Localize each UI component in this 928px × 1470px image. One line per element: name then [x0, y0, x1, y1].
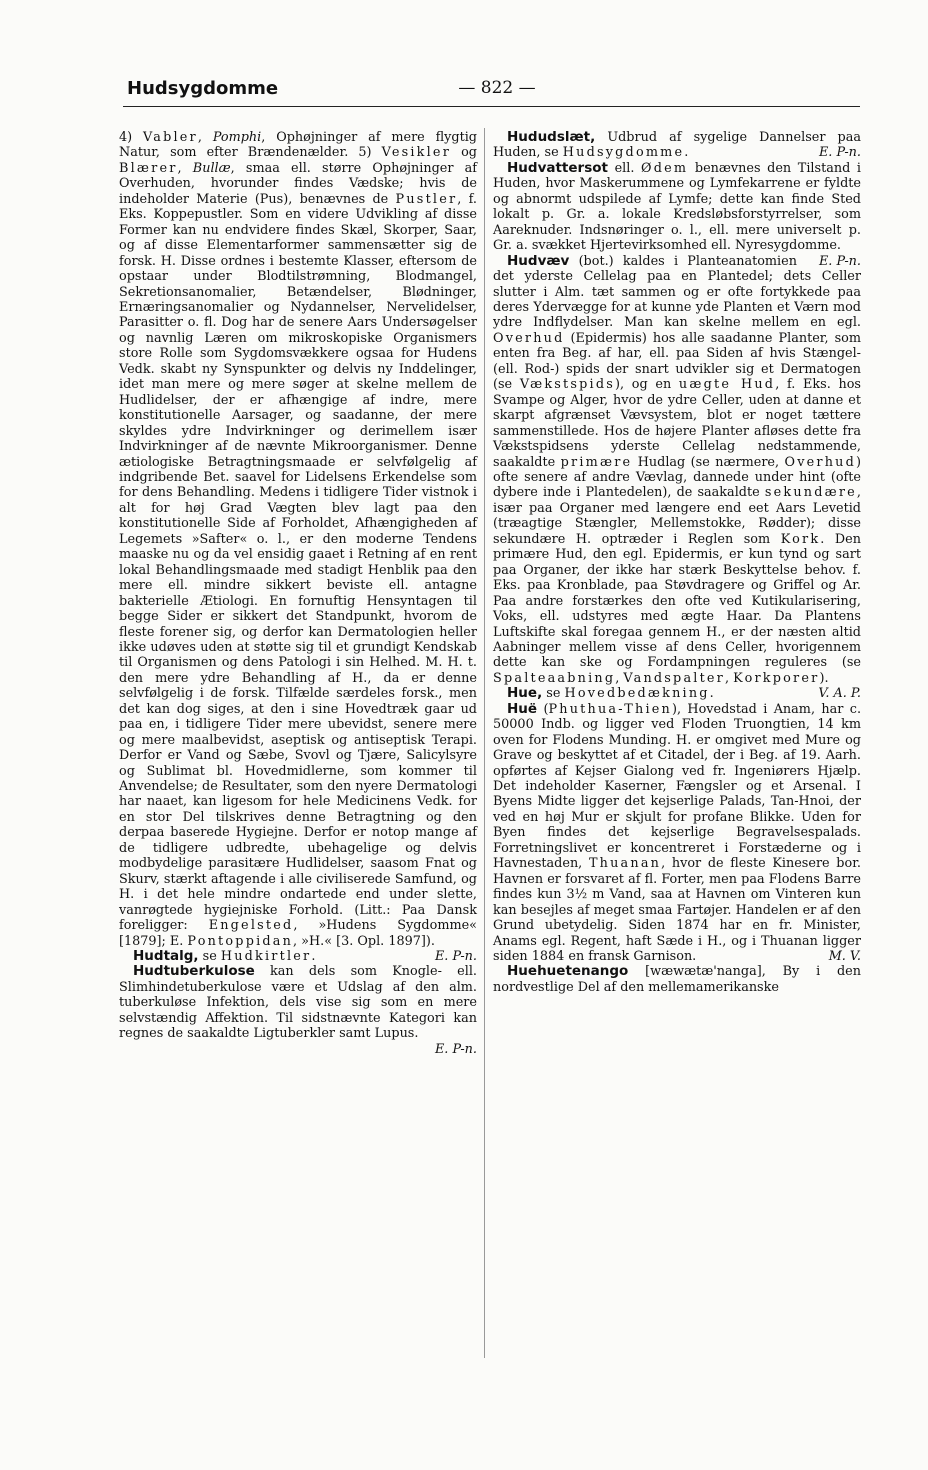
entry-hue-city	[493, 702, 861, 965]
entry-headword: Hudvattersot	[507, 159, 608, 176]
entry-hudtuberkulose	[119, 963, 477, 1057]
entry-text: ,	[725, 670, 734, 686]
entry-text: ell.	[607, 160, 642, 176]
entry-text: , »Hudens Sygdomme« [1879]; E.	[119, 918, 477, 949]
page-header	[127, 74, 860, 104]
entry-text: (	[537, 701, 549, 717]
entry-text: , Ophøjninger af mere flygtig Natur, som efter Brændenælder. 5)	[119, 130, 477, 161]
spaced-term: Ødem	[641, 160, 689, 176]
entry-text: ), og en	[615, 377, 679, 393]
spaced-term: uægte Hud	[678, 377, 776, 393]
entry-text: benævnes den Tilstand i Huden, hvor Maskerummene og Lymfekarrene er fyldte og abnormt udspilede af Lymfe; dette kan finde Sted lokalt p. Gr. a. lokale Kredsløbsforstyrrelser, som Aareknuder. Indsnøringer o. l., ell. mere universelt p. Gr. a. svækket Hjertevirksomhed ell. Nyresygdomme.	[493, 160, 861, 254]
spaced-term: Thuanan	[588, 856, 662, 872]
spaced-term: Hovedbedækning	[564, 686, 710, 702]
author-signature: E. P-n.	[434, 1041, 477, 1057]
entry-text: Udbrud af sygelige Dannelser paa Huden, se	[493, 130, 861, 161]
entry-text: , f. Eks. hos Svampe og Alger, hvor de ydre Celler, uden at danne et skarpt afgrænset Vævsystem, blot er noget tættere sammenstillede. Hos de højere Planter afløses dette fra Vækstspidsens yderste Cellelag nedstammende, saakaldte	[493, 377, 861, 470]
spaced-term: Korkporer	[733, 670, 820, 686]
entry-text: , f. Eks. Koppepustler. Som en videre Udvikling af disse Former kan nu endvidere findes Skæl, Skorper, Saar, og af disse Elementarformer sammensætter sig de forsk. H. Disse ordnes i bestemte Klasser, eftersom de opstaar under Blodtilstrømning, Blodmangel, Sekretionsanomalier, Betændelser, Blødninger, Ernæringsanomalier og Nydannelser, Nervelidelser, Parasitter o. fl. Dog har de senere Aars Undersøgelser og navnlig Læren om mikroskopiske Organismers store Rolle som Sygdomsvækkere ogsaa for Hudens Vedk. skabt ny Synspunkter og delvis ny Inddelinger, idet man mere og mere søger at skelne mellem de Hudlidelser, der er afhængige af indre, mere konstitutionelle Aarsager, og saadanne, der mere skyldes ydre Indvirkninger og derimellem især Indvirkninger af de nævnte Mikroorganismer. Denne ætiologiske Betragtningsmaade er selvfølgelig af indgribende Bet. saavel for Lidelsens Erkendelse som for dens Behandling. Medens i tidligere Tider vistnok i alt for høj Grad Vægten blev lagt paa den konstitutionelle Side af Forholdet, Afhængigheden af Legemets »Safter« o. l., er den moderne Tendens maaske nu og da vel ensidig gaaet i Retning af en rent lokal Behandlingsmaade med stadigt Henblik paa den mere ell. mindre sikkert beviste ell. antagne bakterielle Ætiologi. En fornuftig Hensyntagen til begge Sider er sikkert det Standpunkt, hvorom de fleste forener sig, og derfor kan Dermatologien heller ikke udøves uden at støtte sig til et grundigt Kendskab til Organismen og dens Patologi i sin Helhed. M. H. t. den mere ydre Behandling af H., da er denne selvfølgelig i de forsk. Tilfælde særdeles forsk., men det kan dog siges, at den i sine Hovedtræk gaar ud paa en, i tidligere Tider mere ubevidst, senere mere og mere maalbevidst, aseptisk og antiseptisk Terapi. Derfor er Vand og Sæbe, Svovl og Tjære, Salicylsyre og Sublimat bl. Hovedmidlerne, som kommer til Anvendelse; de Resultater, som den nyere Dermatologi har naaet, kan ligesom for hele Medicinens Vedk. for en stor Del tilskrives denne Betragtning og den derpaa baserede Hygiejne. Derfor er notop mange af de tidligere udbredte, ubehagelige og delvis modbydelige parasitære Hudlidelser, saasom Fnat og Skurv, stærkt aftagende i alle civiliserede Samfund, og H. i det hele mindre ondartede end under slette, vanrøgtede hygiejniske Forhold. (Litt.: Paa Dansk foreligger:	[119, 191, 477, 934]
entry-headword: Hudvæv	[507, 252, 570, 269]
spaced-term: Engelsted	[208, 918, 294, 934]
author-signature: M. V.	[828, 949, 861, 965]
entry-text: [wæwætæ'nanga], By i den nordvestlige Del af den mellemamerikanske	[493, 964, 861, 995]
entry-text: og	[451, 145, 477, 161]
entry-text: ,	[177, 160, 193, 176]
spaced-term: Kork	[780, 531, 821, 547]
right-column	[493, 130, 861, 995]
spaced-term: Phuthua-Thien	[548, 701, 672, 717]
spaced-term: Vesikler	[381, 145, 452, 161]
entry-text: (Epidermis) hos alle saadanne Planter, som enten fra Beg. af har, ell. paa Siden af hvis Stængel- (ell. Rod-) spids der snart udvikler sig et Dermatogen (se	[493, 330, 861, 393]
spaced-term: Spalteaabning	[493, 670, 616, 686]
entry-hududslaet	[493, 130, 861, 161]
entry-text: .	[684, 145, 689, 161]
author-signature: E. P-n.	[818, 253, 861, 269]
column-divider	[484, 128, 485, 1358]
entry-text: se	[542, 686, 565, 702]
entry-text: .	[311, 949, 316, 965]
spaced-term: Vabler	[143, 130, 198, 145]
entry-text: 4)	[119, 130, 143, 145]
author-signature: E. P-n.	[818, 145, 861, 161]
entry-text: se	[198, 949, 221, 965]
running-headword: Hudsygdomme	[127, 78, 279, 99]
entry-text: , »H.« [3. Opl. 1897]).	[293, 933, 435, 949]
entry-headword: Hue,	[507, 685, 543, 702]
entry-text: kan dels som Knogle- ell. Slimhindetuberkulose være et Udslag af den alm. tuberkuløse Infektion, dels vise sig som en mere selvstændig Affektion. Til sidstnævnte Kategori kan regnes de saakaldte Ligtuberkler samt Lupus.	[119, 964, 477, 1042]
entry-text: , hvor de fleste Kinesere bor. Havnen er forsvaret af fl. Forter, men paa Flodens Barre findes kun 3½ m Vand, saa at Havnen om Vinteren kun kan besejles af meget smaa Fartøjer. Handelen er af den Grund ubetydelig. Siden 1874 har en fr. Minister, Anams egl. Regent, haft Sæde i H., og i Thuanan ligger siden 1884 en fransk Garnison.	[493, 856, 861, 965]
entry-text: ) ofte senere af andre Vævlag, dannede under hint (ofte dybere inde i Plantedelen), de saakaldte	[493, 454, 861, 501]
entry-text: .	[709, 686, 714, 702]
entry-text: ,	[197, 130, 213, 145]
spaced-term: sekundære	[764, 485, 857, 501]
entry-headword: Hudtuberkulose	[133, 963, 255, 980]
header-rule	[123, 106, 860, 107]
entry-text: ,	[615, 670, 624, 686]
entry-huehuetenango	[493, 964, 861, 995]
spaced-term: Overhud	[784, 454, 856, 470]
entry-headword: Huehuetenango	[507, 963, 629, 980]
entry-headword: Hudtalg,	[133, 948, 199, 965]
spaced-term: Pontoppidan	[187, 933, 294, 949]
entry-text: Hudlag (se nærmere,	[632, 454, 785, 470]
italic-term: Bullæ	[192, 160, 231, 176]
spaced-term: Hudkirtler	[220, 949, 312, 965]
entry-text: ).	[819, 670, 829, 686]
entry-text: , smaa ell. større Ophøjninger af Overhuden, hvorunder findes Vædske; hvis de indeholder Materie (Pus), benævnes de	[119, 160, 478, 207]
spaced-term: Vandspalter	[623, 670, 726, 686]
entry-text: , især paa Organer med længere end eet Aars Levetid (træagtige Stængler, Mellemstokke, Rødder); disse sekundære H. optræder i Reglen som	[493, 485, 861, 547]
spaced-term: Hudsygdomme	[562, 145, 685, 161]
spaced-term: Overhud	[493, 330, 565, 346]
author-signature: E. P-n.	[434, 949, 477, 965]
left-column	[119, 130, 477, 1057]
spaced-term: Pustler	[395, 191, 458, 207]
entry-text: (bot.) kaldes i Planteanatomien det yderste Cellelag paa en Plantedel; dets Celler slutter i Alm. tæt sammen og er ofte fortykkede paa deres Ydervægge for at kunne yde Planten et Værn mod ydre Indflydelser. Man kan skelne mellem en egl.	[493, 253, 861, 331]
spaced-term: Vækstspids	[519, 377, 616, 393]
entry-text: . Den primære Hud, den egl. Epidermis, er kun tynd og sart paa Organer, der ikke har stærk Beskyttelse behov. f. Eks. paa Kronblade, paa Støvdragere og Griffel og Ar. Paa andre forstærkes den ofte ved Kutikularisering, Voks, ell. udstyres med ægte Haar. Da Plantens Luftskifte skal foregaa gennem H., er der næsten altid Aabninger mellem visse af dens Celler, hvorigennem dette kan ske og Fordampningen reguleres (se	[493, 531, 861, 671]
italic-term: Pomphi	[212, 130, 262, 145]
author-signature: V. A. P.	[818, 686, 861, 702]
entry-headword: Huë	[507, 700, 538, 717]
entry-headword: Hududslæt,	[507, 129, 596, 145]
entry-hudtalg	[119, 949, 477, 964]
entry-text: ), Hovedstad i Anam, har c. 50000 Indb. og ligger ved Floden Truongtien, 14 km oven for Flodens Munding. H. er omgivet med Mure og Grave og beskyttet af et Citadel, der i Beg. af 19. Aarh. opførtes af Kejser Gialong ved fr. Ingeniørers Hjælp. Det indeholder Kaserner, Fængsler og et Arsenal. I Byens Midte ligger det kejserlige Palads, Tan-Hnoi, der ved en høj Mur er skjult for profane Blikke. Uden for Byen findes det kejserlige Begravelsespalads. Forretningslivet er koncentreret i Forstæderne og i Havnestaden,	[493, 701, 862, 872]
page-number: — 822 —	[458, 78, 536, 98]
spaced-term: primære	[560, 454, 633, 470]
spaced-term: Blærer	[119, 160, 178, 176]
